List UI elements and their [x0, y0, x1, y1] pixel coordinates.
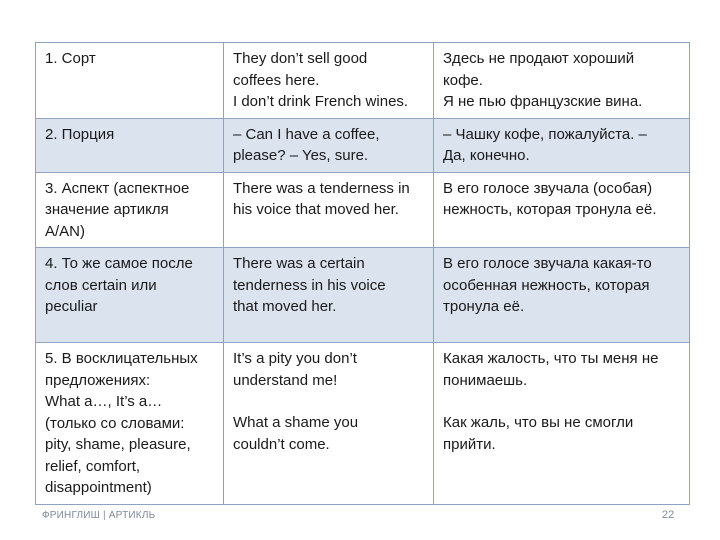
russian-cell	[434, 172, 690, 248]
table-row	[36, 43, 690, 119]
cell-line: What a shame you	[233, 414, 359, 431]
cell-line: coffees here.	[233, 71, 320, 89]
cell-line: There was a certain	[233, 255, 365, 272]
cell-line: Как жаль, что вы не смогли	[443, 414, 634, 431]
usage-cell	[36, 343, 224, 505]
cell-line: нежность, которая тронула её.	[443, 201, 657, 218]
cell-line: 2. Порция	[45, 125, 115, 143]
russian-cell	[434, 343, 690, 505]
cell-line: слов certain или	[45, 276, 157, 294]
cell-line: значение артикля	[45, 201, 169, 218]
cell-line: A/AN)	[45, 222, 86, 240]
cell-line: Какая жалость, что ты меня не	[443, 350, 659, 367]
cell-line: I don’t drink French wines.	[233, 93, 409, 110]
cell-line: There was a tenderness in	[233, 179, 410, 197]
table-row	[36, 118, 690, 172]
english-cell	[224, 118, 434, 172]
footer-caption: ФРИНГЛИШ | АРТИКЛЬ	[42, 510, 156, 521]
cell-line: 5. В восклицательных	[45, 350, 198, 367]
cell-line: особенная нежность, которая	[443, 276, 650, 294]
cell-line: pity, shame, pleasure,	[45, 436, 191, 453]
table-row	[36, 172, 690, 248]
cell-line: кофе.	[443, 71, 483, 89]
cell-line: В его голосе звучала какая-то	[443, 255, 652, 272]
cell-line: В его голосе звучала (особая)	[443, 179, 653, 197]
russian-cell	[434, 43, 690, 119]
cell-line: 4. То же самое после	[45, 255, 193, 272]
english-cell	[224, 172, 434, 248]
spacer	[443, 391, 681, 412]
english-cell	[224, 248, 434, 343]
cell-line: It’s a pity you don’t	[233, 350, 357, 367]
grammar-table	[35, 42, 690, 505]
cell-line: предложениях:	[45, 371, 151, 389]
usage-cell	[36, 118, 224, 172]
cell-line: прийти.	[443, 435, 496, 453]
cell-line: please? – Yes, sure.	[233, 147, 369, 164]
cell-line: 3. Аспект (аспектное	[45, 179, 190, 197]
english-cell	[224, 43, 434, 119]
cell-line: 1. Сорт	[45, 50, 96, 67]
english-cell	[224, 343, 434, 505]
cell-line: disappointment)	[45, 479, 152, 496]
cell-line: (только со словами:	[45, 414, 185, 432]
cell-line: his voice that moved her.	[233, 201, 399, 218]
cell-line: tenderness in his voice	[233, 276, 386, 294]
cell-line: – Can I have a coffee,	[233, 125, 380, 143]
cell-line: They don’t sell good	[233, 50, 368, 67]
cell-line: couldn’t come.	[233, 435, 330, 453]
cell-line: Здесь не продают хороший	[443, 50, 635, 67]
cell-line: relief, comfort,	[45, 457, 141, 475]
table-row	[36, 248, 690, 343]
cell-line: Я не пью французские вина.	[443, 93, 643, 110]
cell-line: тронула её.	[443, 298, 525, 315]
usage-cell	[36, 43, 224, 119]
spacer	[233, 391, 425, 412]
page-number: 22	[662, 509, 675, 521]
cell-line: понимаешь.	[443, 371, 528, 389]
russian-cell	[434, 248, 690, 343]
usage-cell	[36, 248, 224, 343]
cell-line: Да, конечно.	[443, 147, 530, 164]
cell-line: peculiar	[45, 298, 98, 315]
table-row	[36, 343, 690, 505]
cell-line: understand me!	[233, 371, 338, 389]
cell-line: that moved her.	[233, 298, 337, 315]
russian-cell	[434, 118, 690, 172]
usage-cell	[36, 172, 224, 248]
cell-line: – Чашку кофе, пожалуйста. –	[443, 125, 647, 143]
cell-line: What a…, It’s a…	[45, 393, 163, 410]
